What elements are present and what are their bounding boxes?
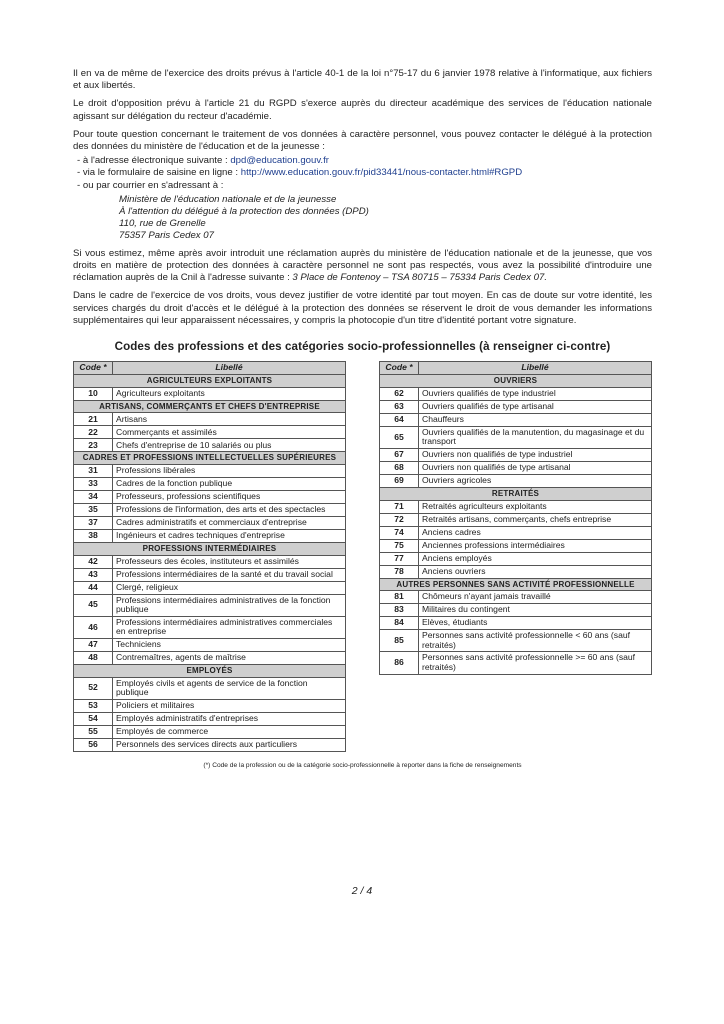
table-row: 83 Militaires du contingent	[380, 604, 652, 617]
table-row: 78 Anciens ouvriers	[380, 565, 652, 578]
table-row: 75 Anciennes professions intermédiaires	[380, 539, 652, 552]
table-header	[74, 362, 346, 375]
table-row: 54 Employés administratifs d'entreprises	[74, 712, 346, 725]
table-row: 72 Retraités artisans, commerçants, chefs entreprise	[380, 513, 652, 526]
table-section: ARTISANS, COMMERÇANTS ET CHEFS D'ENTREPRISE	[74, 400, 346, 413]
paragraph-contact-dpd: Pour toute question concernant le traitement de vos données à caractère personnel, vous pouvez contacter le délégué à la protection des données du ministère de l'éducation et de la jeunesse :	[73, 128, 652, 153]
table-row: 47 Techniciens	[74, 639, 346, 652]
table-row: 38 Ingénieurs et cadres techniques d'entreprise	[74, 530, 346, 543]
paragraph-opposition-right: Le droit d'opposition prévu à l'article 21 du RGPD s'exerce auprès du directeur académique des services de l'éducation nationale agissant sur délégation du recteur d'académie.	[73, 98, 652, 122]
table-section: AGRICULTEURS EXPLOITANTS	[74, 375, 346, 388]
table-row: 55 Employés de commerce	[74, 725, 346, 738]
table-row: 53 Policiers et militaires	[74, 699, 346, 712]
codes-tables	[73, 361, 652, 752]
table-row: 22 Commerçants et assimilés	[74, 426, 346, 439]
table-row: 42 Professeurs des écoles, instituteurs et assimilés	[74, 555, 346, 568]
header-label: Libellé	[113, 362, 346, 375]
table-row: 10 Agriculteurs exploitants	[74, 387, 346, 400]
dpd-email-link[interactable]: dpd@education.gouv.fr	[230, 155, 329, 167]
contact-form-item: - via le formulaire de saisine en ligne : http://www.education.gouv.fr/pid33441/nous-contacter.html#RGPD	[77, 167, 652, 179]
header-code: Code *	[74, 362, 113, 375]
table-row: 77 Anciens employés	[380, 552, 652, 565]
table-row: 34 Professeurs, professions scientifiques	[74, 491, 346, 504]
table-section: PROFESSIONS INTERMÉDIAIRES	[74, 543, 346, 556]
table-row: 65 Ouvriers qualifiés de la manutention, du magasinage et du transport	[380, 426, 652, 448]
table-row: 86 Personnes sans activité professionnelle >= 60 ans (sauf retraités)	[380, 652, 652, 674]
document-body	[73, 68, 652, 772]
dpd-postal-address: Ministère de l'éducation nationale et de la jeunesse À l'attention du délégué à la protection des données (DPD) 110, rue de Grenelle 75357 Paris Cedex 07	[119, 193, 369, 241]
table-section: OUVRIERS	[380, 375, 652, 388]
table-row: 85 Personnes sans activité professionnelle < 60 ans (sauf retraités)	[380, 630, 652, 652]
codes-table-left	[73, 361, 346, 752]
page-number: 2 / 4	[351, 885, 373, 897]
table-row: 45 Professions intermédiaires administratives de la fonction publique	[74, 594, 346, 616]
table-row: 44 Clergé, religieux	[74, 581, 346, 594]
table-row: 37 Cadres administratifs et commerciaux d'entreprise	[74, 517, 346, 530]
contact-form-link[interactable]: http://www.education.gouv.fr/pid33441/nous-contacter.html#RGPD	[240, 167, 523, 179]
codes-section-title: Codes des professions et des catégories socio-professionnelles (à renseigner ci-contre)	[114, 340, 611, 354]
table-footnote: (*) Code de la profession ou de la catégorie socio-professionnelle à reporter dans la fiche de renseignements	[203, 761, 522, 769]
table-row: 52 Employés civils et agents de service de la fonction publique	[74, 677, 346, 699]
table-row: 31 Professions libérales	[74, 465, 346, 478]
table-row: 62 Ouvriers qualifiés de type industriel	[380, 387, 652, 400]
table-section: RETRAITÉS	[380, 488, 652, 501]
contact-email-item: - à l'adresse électronique suivante : dpd@education.gouv.fr	[77, 155, 652, 167]
contact-mail-item: - ou par courrier en s'adressant à :	[77, 180, 652, 192]
paragraph-cnil-complaint: Si vous estimez, même après avoir introduit une réclamation auprès du ministère de l'éducation nationale et de la jeunesse, que vos droits en matière de protection des données à caractère personnel ne sont pas respectés, vous avez la possibilité d'introduire une réclamation auprès de la Cnil à l'adresse suivante : 3 Place de Fontenoy – TSA 80715 – 75334 Paris Cedex 07.	[73, 247, 652, 284]
table-section: EMPLOYÉS	[74, 665, 346, 678]
table-row: 63 Ouvriers qualifiés de type artisanal	[380, 400, 652, 413]
table-row: 48 Contremaîtres, agents de maîtrise	[74, 652, 346, 665]
paragraph-identity: Dans le cadre de l'exercice de vos droits, vous devez justifier de votre identité par tout moyen. En cas de doute sur votre identité, les services chargés du droit d'accès et le délégué à la protection des données se réservent le droit de vous demander les informations supplémentaires qui leur apparaissent nécessaires, y compris la photocopie d'un titre d'identité portant votre signature.	[73, 290, 652, 326]
table-row: 33 Cadres de la fonction publique	[74, 478, 346, 491]
contact-list	[77, 155, 652, 192]
table-row: 35 Professions de l'information, des arts et des spectacles	[74, 504, 346, 517]
table-row: 64 Chauffeurs	[380, 413, 652, 426]
paragraph-article-40: Il en va de même de l'exercice des droits prévus à l'article 40-1 de la loi n°75-17 du 6 janvier 1978 relative à l'informatique, aux fichiers et aux libertés.	[73, 68, 652, 92]
table-row: 56 Personnels des services directs aux particuliers	[74, 738, 346, 751]
table-row: 46 Professions intermédiaires administratives commerciales en entreprise	[74, 616, 346, 638]
table-section: CADRES ET PROFESSIONS INTELLECTUELLES SUPÉRIEURES	[74, 452, 346, 465]
table-row: 43 Professions intermédiaires de la santé et du travail social	[74, 568, 346, 581]
table-row: 67 Ouvriers non qualifiés de type industriel	[380, 449, 652, 462]
table-row: 81 Chômeurs n'ayant jamais travaillé	[380, 591, 652, 604]
codes-table-right	[379, 361, 652, 674]
table-header	[380, 362, 652, 375]
table-row: 23 Chefs d'entreprise de 10 salariés ou plus	[74, 439, 346, 452]
table-section: AUTRES PERSONNES SANS ACTIVITÉ PROFESSIONNELLE	[380, 578, 652, 591]
table-row: 71 Retraités agriculteurs exploitants	[380, 500, 652, 513]
table-row: 69 Ouvriers agricoles	[380, 475, 652, 488]
cnil-address: 3 Place de Fontenoy – TSA 80715 – 75334 Paris Cedex 07.	[292, 272, 547, 284]
table-row: 68 Ouvriers non qualifiés de type artisanal	[380, 462, 652, 475]
header-label: Libellé	[419, 362, 652, 375]
header-code: Code *	[380, 362, 419, 375]
table-row: 21 Artisans	[74, 413, 346, 426]
table-row: 84 Elèves, étudiants	[380, 617, 652, 630]
table-row: 74 Anciens cadres	[380, 526, 652, 539]
